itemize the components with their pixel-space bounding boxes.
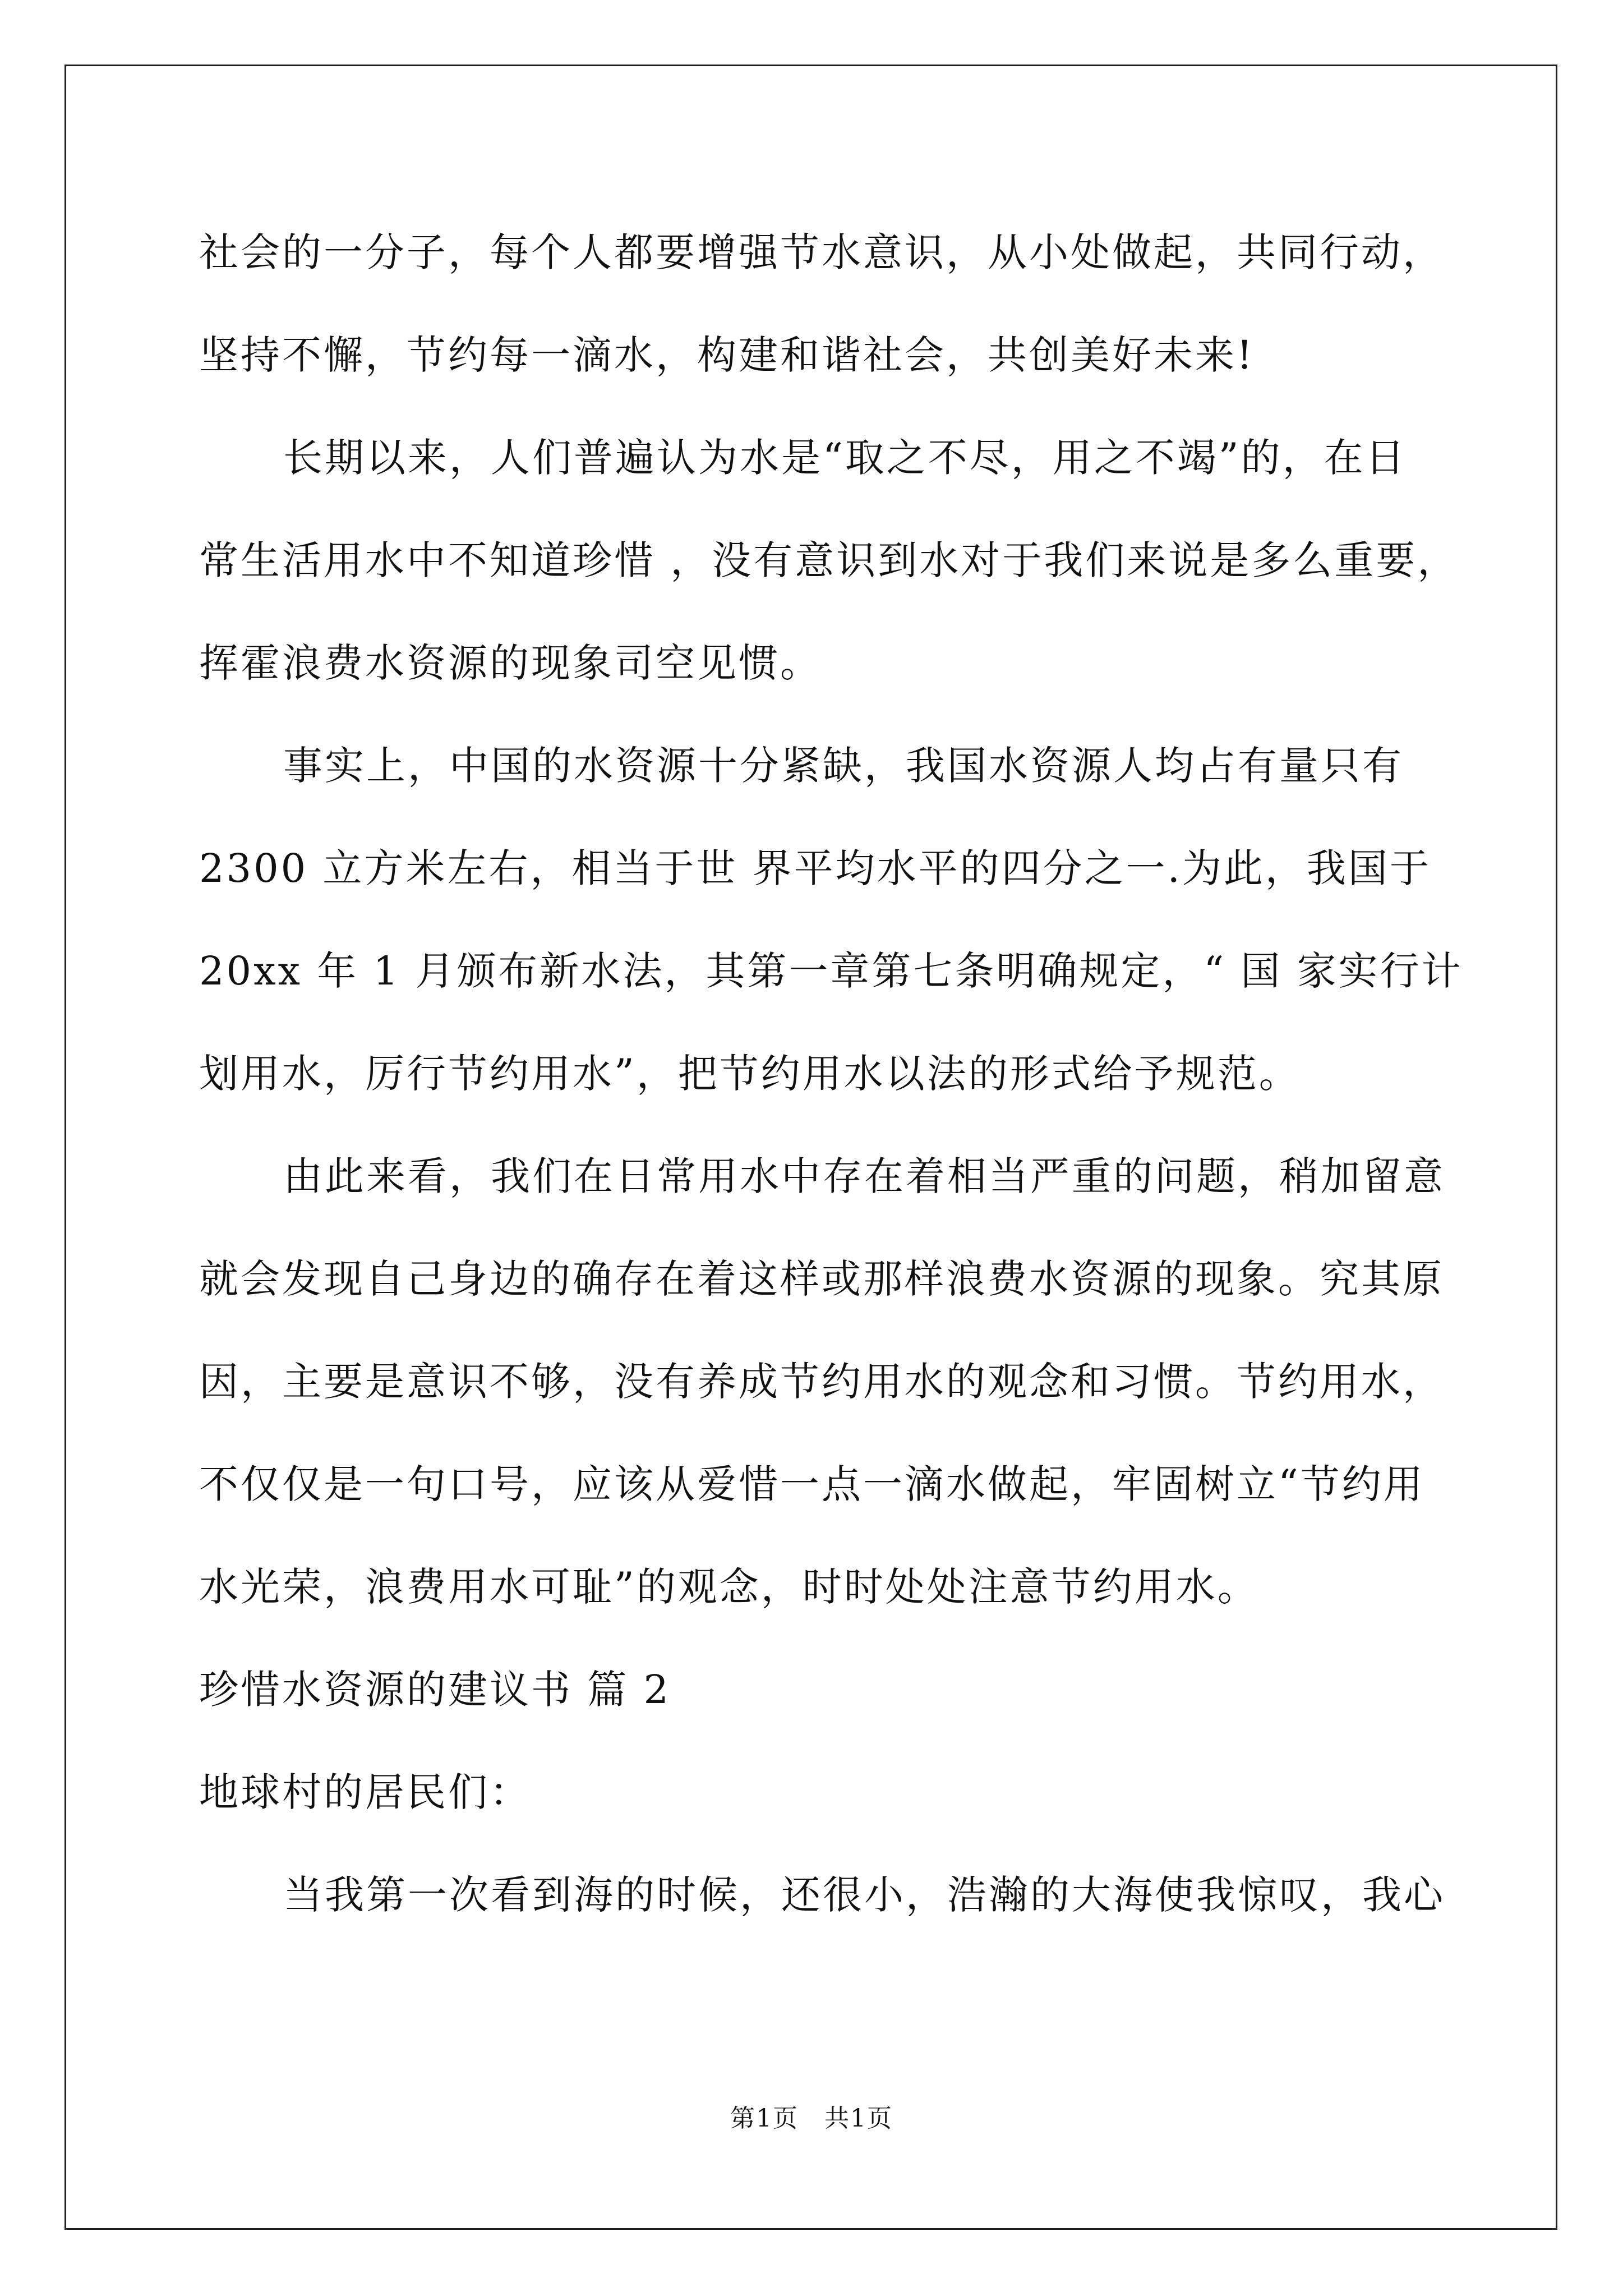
text-line-4: 常生活用水中不知道珍惜 ，没有意识到水对于我们来说是多么重要， (199, 537, 1459, 583)
text-line-2: 坚持不懈，节约每一滴水，构建和谐社会，共创美好未来! (199, 332, 1255, 378)
text-line-9: 划用水，厉行节约用水”，把节约用水以法的形式给予规范。 (199, 1051, 1301, 1097)
text-line-13: 不仅仅是一句口号，应该从爱惜一点一滴水做起，牢固树立“节约用 (199, 1461, 1425, 1507)
text-line-7: 2300 立方米左右，相当于世 界平均水平的四分之一.为此，我国于 (199, 845, 1431, 891)
text-line-14: 水光荣，浪费用水可耻”的观念，时时处处注意节约用水。 (199, 1564, 1259, 1610)
text-line-5: 挥霍浪费水资源的现象司空见惯。 (199, 640, 822, 686)
text-line-1: 社会的一分子，每个人都要增强节水意识，从小处做起，共同行动， (199, 229, 1444, 275)
text-line-12: 因，主要是意识不够，没有养成节约用水的观念和习惯。节约用水， (199, 1359, 1444, 1405)
text-line-6: 事实上，中国的水资源十分紧缺，我国水资源人均占有量只有 (283, 743, 1404, 789)
text-line-17: 当我第一次看到海的时候，还很小，浩瀚的大海使我惊叹，我心 (283, 1872, 1445, 1918)
text-line-11: 就会发现自己身边的确存在着这样或那样浪费水资源的现象。究其原 (199, 1256, 1444, 1302)
page-footer: 第1页 共1页 (730, 2104, 893, 2133)
text-line-10: 由此来看，我们在日常用水中存在着相当严重的问题，稍加留意 (283, 1153, 1445, 1199)
document-body (199, 210, 1463, 1955)
text-line-8: 20xx 年 1 月颁布新水法，其第一章第七条明确规定，“ 国 家实行计 (199, 948, 1463, 994)
section-heading: 珍惜水资源的建议书 篇 2 (199, 1667, 671, 1713)
salutation: 地球村的居民们： (199, 1769, 531, 1815)
text-line-3: 长期以来，人们普遍认为水是“取之不尽，用之不竭”的，在日 (283, 435, 1407, 481)
